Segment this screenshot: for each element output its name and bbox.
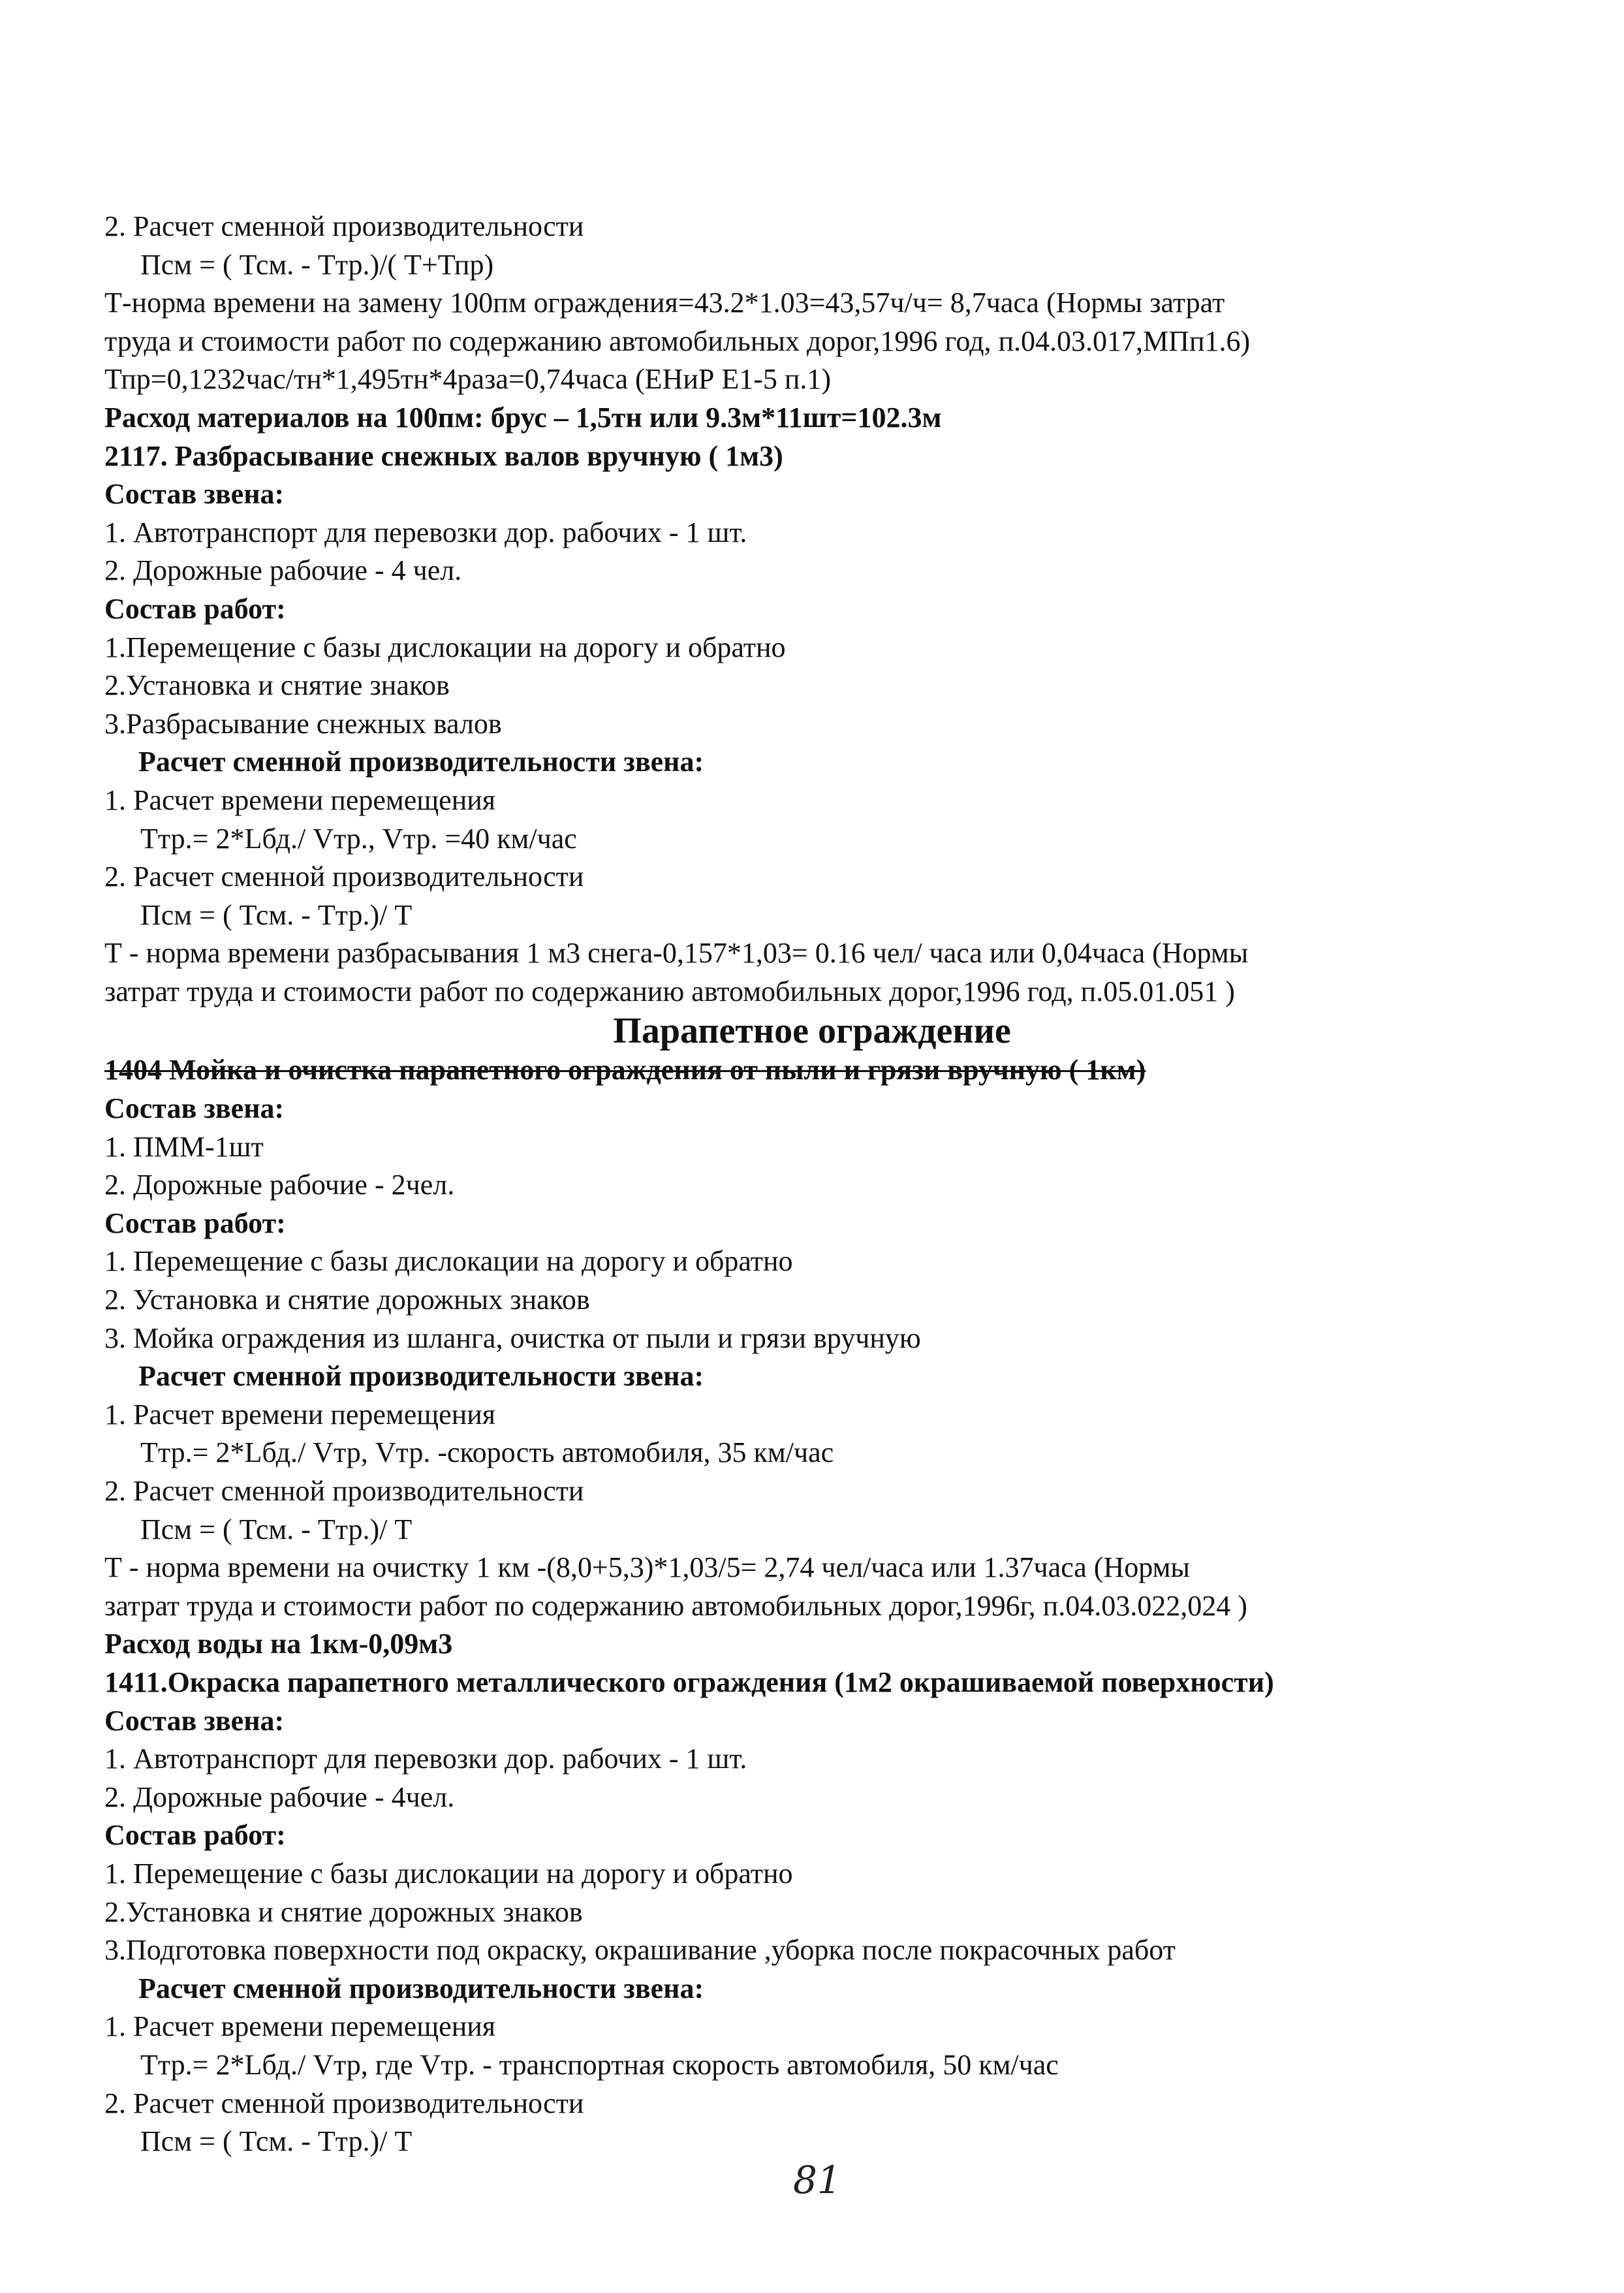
item-heading: 1411.Окраска парапетного металлического ограждения (1м2 окрашиваемой поверхности) [104,1666,1274,1698]
materials-heading: Расход материалов на 100пм: брус – 1,5тн или 9.3м*11шт=102.3м [104,401,942,434]
crew-heading: Состав звена: [104,1092,285,1125]
works-heading: Состав работ: [104,592,286,625]
list-item: 1. Расчет времени перемещения [104,1398,496,1431]
works-heading: Состав работ: [104,1207,286,1239]
formula-line: Ттр.= 2*Lбд./ Vтр., Vтр. =40 км/час [140,822,577,855]
list-item: 1. Перемещение с базы дислокации на дорогу и обратно [104,1857,793,1890]
formula-line: Ттр.= 2*Lбд./ Vтр, где Vтр. - транспортная скорость автомобиля, 50 км/час [140,2048,1059,2081]
list-item: 1.Перемещение с базы дислокации на дорогу и обратно [104,631,786,663]
calc-heading: Расчет сменной производительности звена: [138,1972,704,2004]
list-item: 3. Мойка ограждения из шланга, очистка от пыли и грязи вручную [104,1321,921,1354]
formula-line: Псм = ( Тсм. - Ттр.)/ Т [140,2125,413,2158]
list-item: 1. Автотранспорт для перевозки дор. рабочих - 1 шт. [104,1743,747,1775]
list-item: 2. Дорожные рабочие - 2чел. [104,1169,455,1201]
materials-heading: Расход воды на 1км-0,09м3 [104,1628,453,1660]
list-item: 1. Перемещение с базы дислокации на дорогу и обратно [104,1245,793,1278]
text-line: Тпр=0,1232час/тн*1,495тн*4раза=0,74часа (ЕНиР Е1-5 п.1) [104,363,832,396]
calc-heading: Расчет сменной производительности звена: [138,1360,704,1393]
list-item: 1. ПММ-1шт [104,1130,264,1163]
text-line: Т - норма времени на очистку 1 км -(8,0+5,3)*1,03/5= 2,74 чел/часа или 1.37часа (Нормы [104,1551,1190,1584]
section-title: Парапетное ограждение [613,1011,1011,1052]
text-line: затрат труда и стоимости работ по содержанию автомобильных дорог,1996 год, п.05.01.051 ) [104,975,1235,1007]
crew-heading: Состав звена: [104,1704,285,1737]
formula-line: Псм = ( Тсм. - Ттр.)/ Т [140,1513,413,1545]
works-heading: Состав работ: [104,1819,286,1852]
document-body [104,208,1508,2161]
list-item: 3.Подготовка поверхности под окраску, окрашивание ,уборка после покрасочных работ [104,1934,1176,1967]
item-heading: 1404 Мойка и очистка парапетного ограждения от пыли и грязи вручную ( 1км) [104,1054,1146,1086]
list-item: 2. Расчет сменной производительности [104,861,584,893]
text-line: Т-норма времени на замену 100пм ограждения=43.2*1.03=43,57ч/ч= 8,7часа (Нормы затрат [104,287,1225,319]
formula-line: Ттр.= 2*Lбд./ Vтр, Vтр. -скорость автомобиля, 35 км/час [140,1436,834,1469]
list-item: 2. Расчет сменной производительности [104,1475,584,1507]
list-item: 2.Установка и снятие дорожных знаков [104,1895,583,1928]
calc-heading: Расчет сменной производительности звена: [138,746,704,778]
text-line: 2. Расчет сменной производительности [104,210,584,242]
text-line: затрат труда и стоимости работ по содержанию автомобильных дорог,1996г, п.04.03.022,024 ) [104,1589,1247,1622]
page-number: 81 [793,2158,841,2202]
list-item: 2. Расчет сменной производительности [104,2087,584,2119]
formula-line: Псм = ( Тсм. - Ттр.)/( Т+Тпр) [140,248,494,281]
crew-heading: Состав звена: [104,478,285,511]
list-item: 1. Расчет времени перемещения [104,783,496,816]
list-item: 2. Дорожные рабочие - 4 чел. [104,554,462,587]
formula-line: Псм = ( Тсм. - Ттр.)/ Т [140,898,413,931]
text-line: Т - норма времени разбрасывания 1 м3 снега-0,157*1,03= 0.16 чел/ часа или 0,04часа (Нормы [104,937,1249,970]
list-item: 2.Установка и снятие знаков [104,669,450,702]
text-line: труда и стоимости работ по содержанию автомобильных дорог,1996 год, п.04.03.017,МПп1.6) [104,324,1251,357]
item-heading: 2117. Разбрасывание снежных валов вручную ( 1м3) [104,439,783,472]
list-item: 3.Разбрасывание снежных валов [104,707,502,740]
list-item: 2. Установка и снятие дорожных знаков [104,1284,590,1316]
list-item: 1. Расчет времени перемещения [104,2010,496,2043]
list-item: 2. Дорожные рабочие - 4чел. [104,1780,455,1813]
list-item: 1. Автотранспорт для перевозки дор. рабочих - 1 шт. [104,516,747,548]
